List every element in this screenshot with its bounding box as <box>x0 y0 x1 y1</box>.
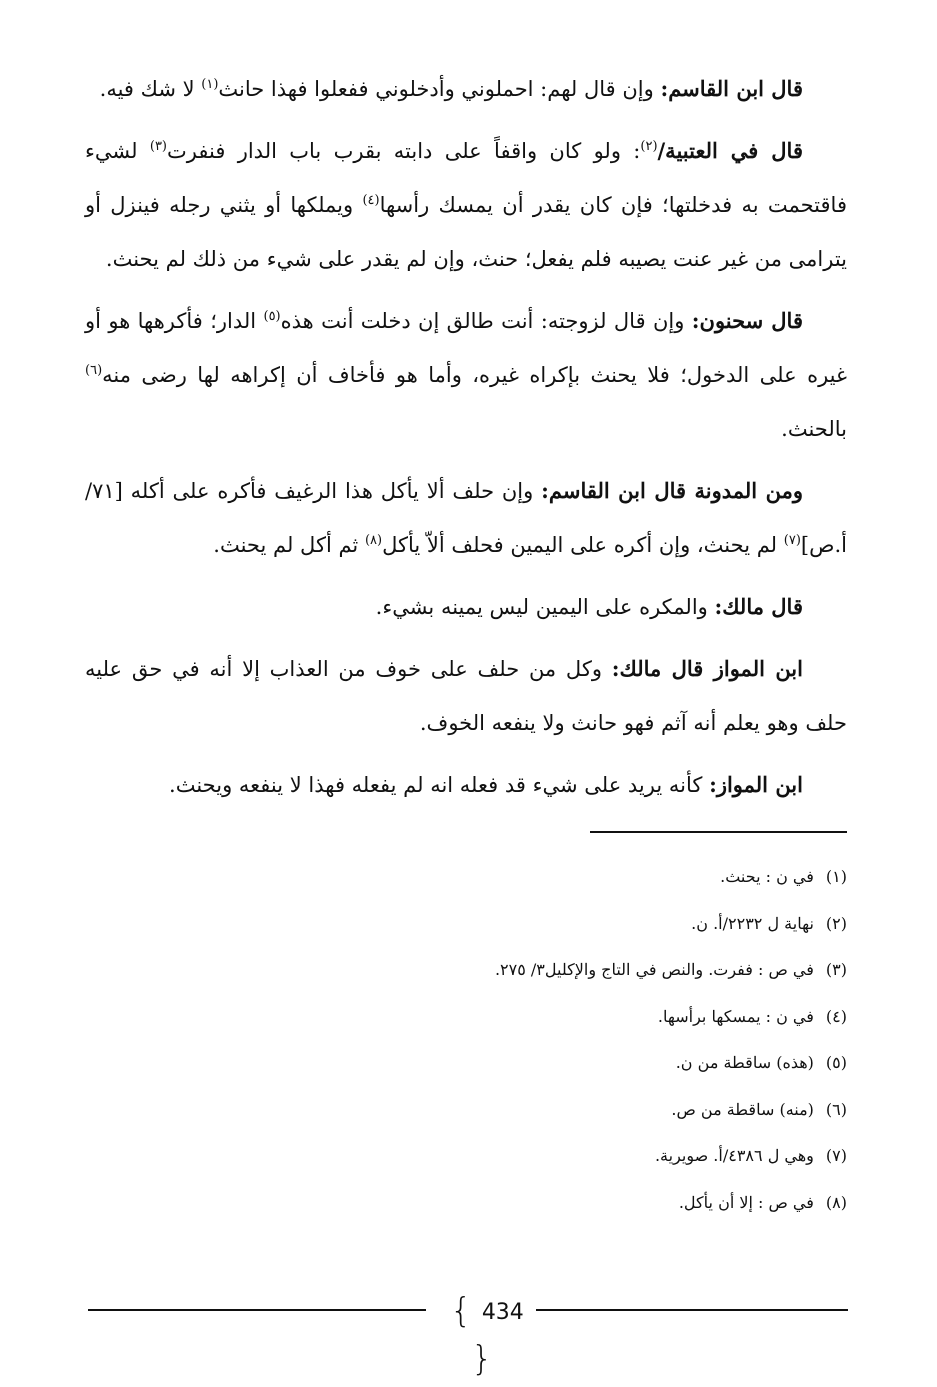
page-footer <box>0 1288 937 1379</box>
footnote-number: (٤) <box>825 1006 847 1026</box>
footnote <box>85 901 847 948</box>
paragraph-lead: قال ابن القاسم: <box>660 76 803 101</box>
paragraph-text: لشيء فاقتحمت به فدخلتها؛ فإن كان يقدر أن يمسك رأسها <box>85 139 847 217</box>
footnote-number: (٥) <box>825 1053 847 1072</box>
paragraph <box>85 294 847 456</box>
footnote-number: (١) <box>825 867 847 886</box>
footnotes-section <box>85 854 847 1226</box>
paragraph-lead: قال سحنون: <box>691 308 803 333</box>
footnote-text: نهاية ل ٢٢٣٢/أ. ن. <box>691 913 814 933</box>
footnote-number: (٣) <box>825 960 847 979</box>
footnote-reference: (٥) <box>263 309 281 324</box>
paragraph-text: وكل من حلف على خوف من العذاب إلا أنه في حق عليه حلف وهو يعلم أنه آثم فهو حانث ولا ينفعه الخوف. <box>85 657 847 735</box>
paragraph-text: وإن قال لهم: احملوني وأدخلوني ففعلوا فهذا حانث <box>218 77 661 101</box>
footnote-text: (هذه) ساقطة من ن. <box>675 1053 814 1072</box>
paragraph-lead: ابن المواز قال مالك: <box>611 656 803 681</box>
page-number-box <box>428 1288 536 1379</box>
paragraph-text: لا شك فيه. <box>99 77 202 101</box>
footnote-reference: (٢) <box>640 139 658 154</box>
footnote-text: (منه) ساقطة من ص. <box>671 1099 814 1119</box>
paragraph-text: والمكره على اليمين ليس يمينه بشيء. <box>375 595 715 619</box>
footnote-reference: (٤) <box>362 193 380 208</box>
footnote-text: وهي ل ٤٣٨٦/أ. صويرية. <box>654 1146 814 1165</box>
paragraph-text: الدار؛ فأكرهها هو أو غيره على الدخول؛ فلا يحنث بإكراه غيره، وأما هو فأخاف أن إكراهه لها رضى منه <box>85 309 847 387</box>
footnote-text: في ص : إلا أن يأكل. <box>678 1192 814 1212</box>
paragraph-text: ثم أكل لم يحنث. <box>213 533 365 557</box>
paragraph <box>85 62 847 116</box>
paragraph-text: وإن حلف ألا يأكل هذا الرغيف فأكره على أكله [٧١/أ.ص] <box>85 479 847 557</box>
paragraph-text: ويملكها أو يثني رجله فينزل أو يترامى من غير عنت يصيبه فلم يفعل؛ حنث، وإن لم يقدر على شيء من ذلك لم يحنث. <box>85 193 847 271</box>
footnote-text: في ن : يحنث. <box>720 867 814 886</box>
paragraph-lead: ابن المواز: <box>709 772 803 797</box>
paragraph-text: بالحنث. <box>781 417 847 441</box>
footnote <box>85 1087 847 1134</box>
paragraph <box>85 124 847 286</box>
footnote-number: (٨) <box>825 1192 847 1212</box>
footnote-text: في ص : ففرت. والنص في التاج والإكليل٣/ ٢٧٥. <box>494 960 814 979</box>
paragraph <box>85 580 847 634</box>
footnote-reference: (١) <box>201 77 219 92</box>
footnote-separator <box>590 831 847 833</box>
brace-close: } <box>471 1339 493 1379</box>
footnote <box>85 1133 847 1180</box>
brace-open: { <box>450 1291 472 1331</box>
paragraph <box>85 464 847 572</box>
footnote <box>85 1180 847 1227</box>
page-number: 434 <box>481 1300 524 1325</box>
footer-rule-left <box>88 1309 426 1311</box>
footnote-number: (٧) <box>825 1146 847 1165</box>
paragraph <box>85 758 847 812</box>
footnote-reference: (٧) <box>783 533 801 548</box>
footnote <box>85 1040 847 1087</box>
paragraph-lead: ومن المدونة قال ابن القاسم: <box>541 478 803 503</box>
footnote <box>85 854 847 901</box>
footnote-reference: (٦) <box>85 363 103 378</box>
paragraph-lead: قال في العتبية/ <box>657 138 803 163</box>
paragraph-text: لم يحنث، وإن أكره على اليمين فحلف ألاّ يأكل <box>382 533 784 557</box>
footnote-text: في ن : يمسكها برأسها. <box>657 1006 814 1026</box>
main-text <box>85 62 847 820</box>
footer-rule-right <box>536 1309 848 1311</box>
footnote-number: (٦) <box>825 1099 847 1119</box>
paragraph-text: وإن قال لزوجته: أنت طالق إن دخلت أنت هذه <box>280 309 692 333</box>
footnote-number: (٢) <box>825 913 847 933</box>
footnote <box>85 947 847 994</box>
paragraph <box>85 642 847 750</box>
paragraph-text: كأنه يريد على شيء قد فعله انه لم يفعله فهذا لا ينفعه ويحنث. <box>169 773 710 797</box>
paragraph-lead: قال مالك: <box>714 594 803 619</box>
footnote <box>85 994 847 1041</box>
footnote-reference: (٣) <box>149 139 167 154</box>
footnote-reference: (٨) <box>364 533 383 548</box>
paragraph-text: : ولو كان واقفاً على دابته بقرب باب الدار فنفرت <box>167 139 641 163</box>
